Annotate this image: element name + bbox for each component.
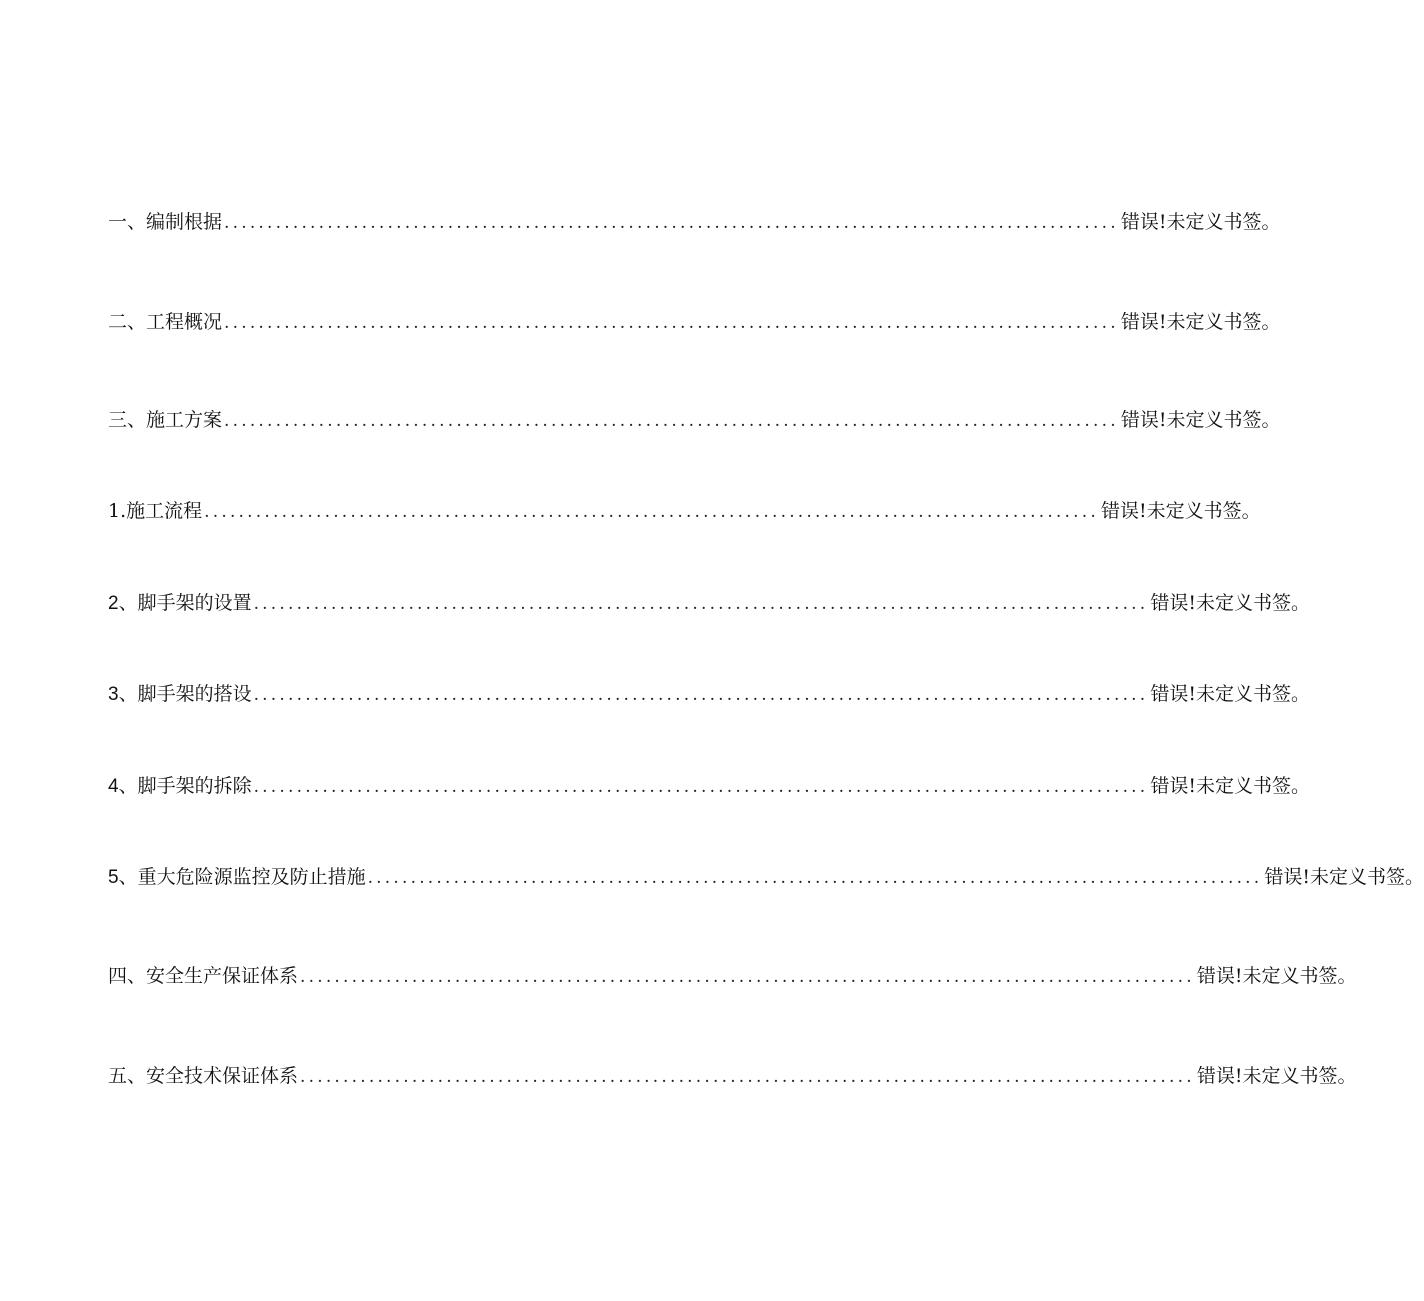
toc-dot-leader: ........................................................................................................ bbox=[253, 594, 1149, 614]
toc-dot-leader: ........................................................................................................ bbox=[253, 777, 1149, 797]
toc-dot-leader: ........................................................................................................ bbox=[224, 313, 1119, 333]
toc-entry-scaffold-removal[interactable] bbox=[108, 771, 1311, 801]
toc-dot-leader: ........................................................................................................ bbox=[224, 213, 1119, 233]
toc-entry-title: 4、脚手架的拆除 bbox=[108, 776, 252, 797]
toc-entry-scaffold-setup[interactable] bbox=[108, 588, 1311, 618]
toc-entry-title: 三、施工方案 bbox=[108, 409, 223, 431]
toc-entry-compilation-basis[interactable] bbox=[108, 207, 1281, 237]
toc-entry-title: 5、重大危险源监控及防止措施 bbox=[108, 867, 366, 888]
toc-entry-page: 错误!未定义书签。 bbox=[1150, 592, 1311, 614]
toc-dot-leader: ........................................................................................................ bbox=[367, 868, 1263, 888]
toc-entry-title: 2、脚手架的设置 bbox=[108, 593, 252, 614]
toc-dot-leader: ........................................................................................................ bbox=[300, 967, 1195, 987]
toc-entry-title: 一、编制根据 bbox=[108, 211, 223, 233]
toc-entry-safety-production-system[interactable] bbox=[108, 961, 1357, 991]
toc-dot-leader: ........................................................................................................ bbox=[204, 502, 1099, 522]
toc-entry-page: 错误!未定义书签。 bbox=[1196, 1065, 1357, 1087]
toc-entry-title: 五、安全技术保证体系 bbox=[108, 1065, 299, 1087]
toc-entry-safety-technology-system[interactable] bbox=[108, 1061, 1357, 1091]
toc-entry-page: 错误!未定义书签。 bbox=[1196, 965, 1357, 987]
toc-entry-page: 错误!未定义书签。 bbox=[1150, 683, 1311, 705]
toc-entry-title: 二、工程概况 bbox=[108, 311, 223, 333]
toc-entry-page: 错误!未定义书签。 bbox=[1120, 211, 1281, 233]
toc-entry-project-overview[interactable] bbox=[108, 307, 1281, 337]
toc-entry-construction-plan[interactable] bbox=[108, 405, 1281, 435]
toc-entry-title: 1.施工流程 bbox=[108, 500, 203, 522]
toc-entry-major-hazard-control[interactable] bbox=[108, 862, 1424, 892]
toc-dot-leader: ........................................................................................................ bbox=[224, 411, 1119, 431]
toc-entry-page: 错误!未定义书签。 bbox=[1100, 500, 1261, 522]
toc-entry-page: 错误!未定义书签。 bbox=[1264, 866, 1424, 888]
toc-dot-leader: ........................................................................................................ bbox=[253, 685, 1149, 705]
toc-entry-construction-process[interactable] bbox=[108, 496, 1261, 526]
toc-entry-page: 错误!未定义书签。 bbox=[1120, 311, 1281, 333]
toc-entry-scaffold-erection[interactable] bbox=[108, 679, 1311, 709]
toc-dot-leader: ........................................................................................................ bbox=[300, 1067, 1195, 1087]
toc-entry-page: 错误!未定义书签。 bbox=[1120, 409, 1281, 431]
toc-entry-title: 四、安全生产保证体系 bbox=[108, 965, 299, 987]
toc-entry-page: 错误!未定义书签。 bbox=[1150, 775, 1311, 797]
toc-entry-title: 3、脚手架的搭设 bbox=[108, 684, 252, 705]
